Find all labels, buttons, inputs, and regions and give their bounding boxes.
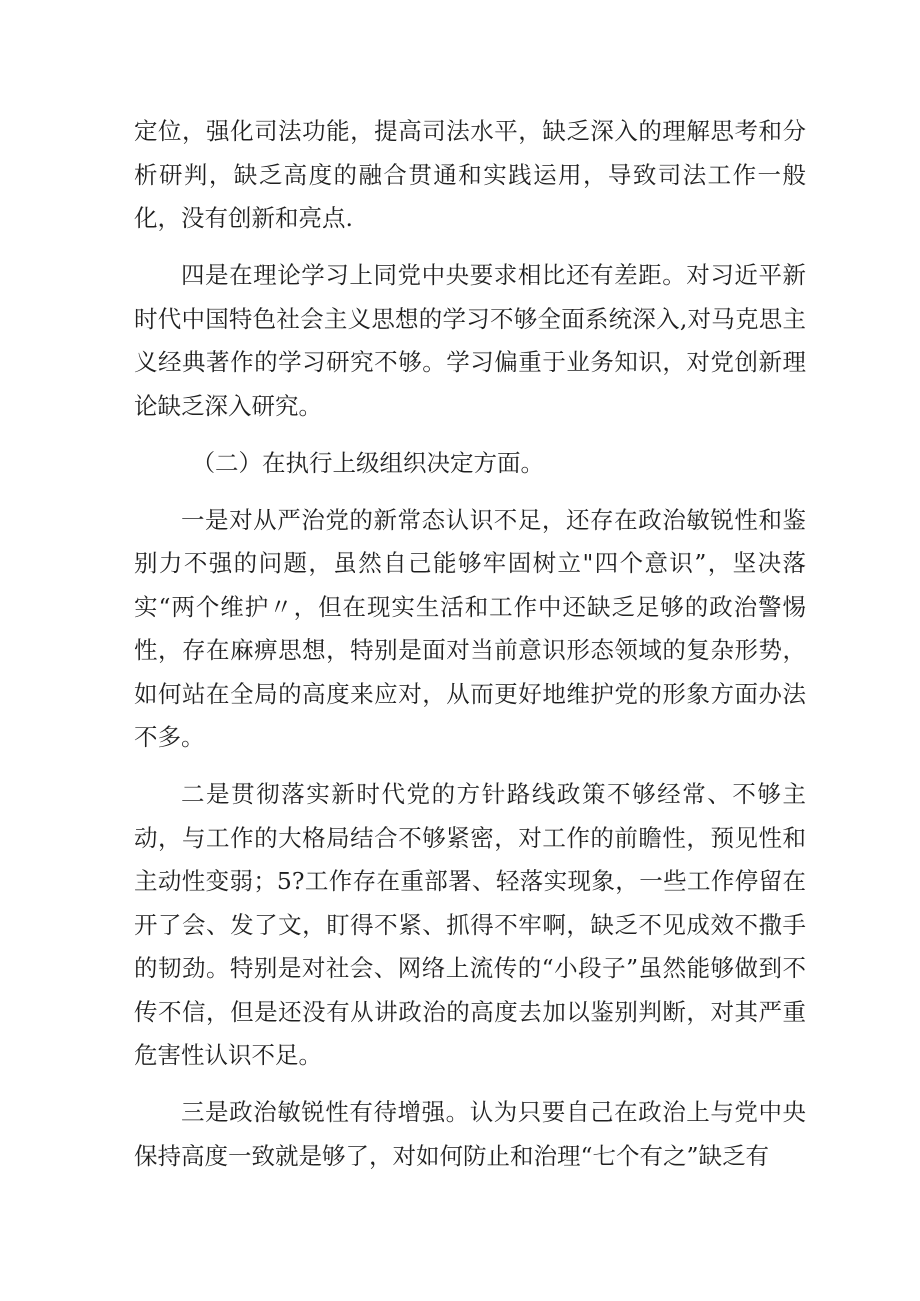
document-body xyxy=(134,110,806,1192)
paragraph-theory-study: 四是在理论学习上同党中央要求相比还有差距。对习近平新时代中国特色社会主义思想的学习不够全面系统深入,对马克思主义经典著作的学习研究不够。学习偏重于业务知识，对党创新理论缺乏深入研究。 xyxy=(134,261,806,420)
paragraph-point-1: 一是对从严治党的新常态认识不足，还存在政治敏锐性和鉴别力不强的问题，虽然自己能够牢固树立"四个意识”，坚决落实“两个维护〃，但在现实生活和工作中还缺乏足够的政治警惕性，存在麻痹思想，特别是面对当前意识形态领域的复杂形势，如何站在全局的高度来应对，从而更好地维护党的形象方面办法不多。 xyxy=(134,505,806,751)
paragraph-continuation: 定位，强化司法功能，提高司法水平，缺乏深入的理解思考和分析研判，缺乏高度的融合贯通和实践运用，导致司法工作一般化，没有创新和亮点. xyxy=(134,117,806,232)
section-heading-2: （二）在执行上级组织决定方面。 xyxy=(191,448,545,477)
paragraph-point-3: 三是政治敏锐性有待增强。认为只要自己在政治上与党中央保持高度一致就是够了，对如何防止和治理“七个有之”缺乏有 xyxy=(134,1098,806,1170)
paragraph-point-2: 二是贯彻落实新时代党的方针路线政策不够经常、不够主动，与工作的大格局结合不够紧密，对工作的前瞻性，预见性和主动性变弱；5?工作存在重部署、轻落实现象，一些工作停留在开了会、发了文，盯得不紧、抓得不牢啊，缺乏不见成效不撒手的韧劲。特别是对社会、网络上流传的“小段子”虽然能够做到不传不信，但是还没有从讲政治的高度去加以鉴别判断，对其严重危害性认识不足。 xyxy=(134,780,806,1069)
